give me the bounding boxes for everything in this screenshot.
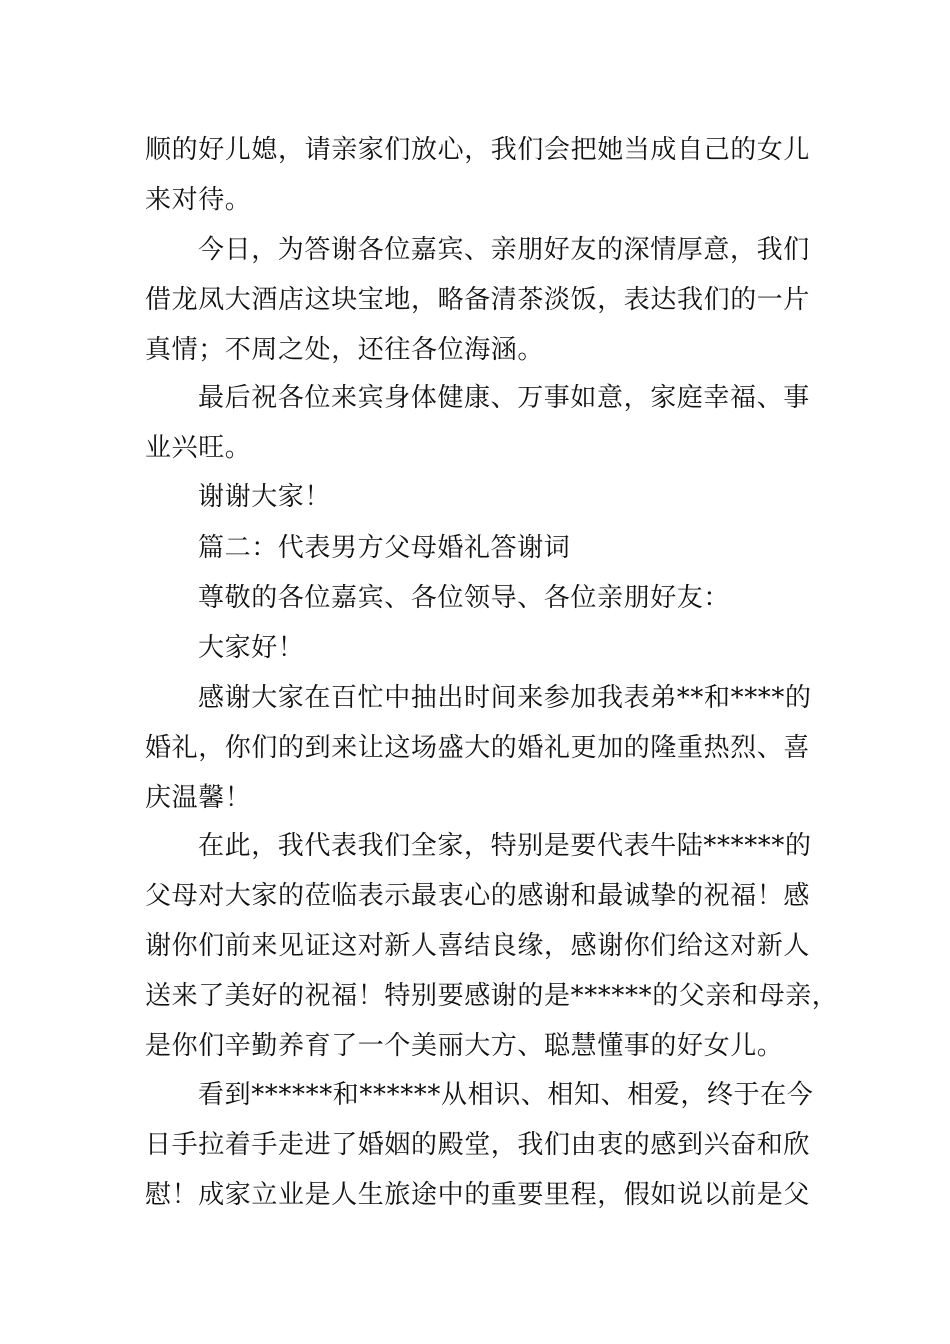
paragraph-start-line: 最后祝各位来宾身体健康、万事如意，家庭幸福、事 (198, 383, 810, 413)
text-line: 真情；不周之处，还往各位海涵。 (145, 335, 545, 365)
section-heading: 篇二：代表男方父母婚礼答谢词 (198, 533, 571, 563)
text-line: 日手拉着手走进了婚姻的殿堂，我们由衷的感到兴奋和欣 (145, 1130, 811, 1160)
text-line: 慰！成家立业是人生旅途中的重要里程，假如说以前是父 (145, 1180, 811, 1210)
thanks-line: 谢谢大家！ (198, 482, 332, 512)
salutation-line: 尊敬的各位嘉宾、各位领导、各位亲朋好友： (198, 583, 731, 613)
text-line: 借龙凤大酒店这块宝地，略备清茶淡饭，表达我们的一片 (145, 285, 811, 315)
text-line: 父母对大家的莅临表示最衷心的感谢和最诚挚的祝福！感 (145, 881, 811, 911)
text-line: 顺的好儿媳，请亲家们放心，我们会把她当成自己的女儿 (145, 135, 811, 165)
text-line: 送来了美好的祝福！特别要感谢的是******的父亲和母亲， (145, 981, 839, 1011)
text-line: 谢你们前来见证这对新人喜结良缘，感谢你们给这对新人 (145, 931, 811, 961)
paragraph-start-line: 在此，我代表我们全家，特别是要代表牛陆******的 (198, 831, 812, 861)
paragraph-start-line: 今日，为答谢各位嘉宾、亲朋好友的深情厚意，我们 (198, 235, 810, 265)
text-line: 业兴旺。 (145, 433, 252, 463)
paragraph-start-line: 看到******和******从相识、相知、相爱，终于在今 (198, 1080, 814, 1110)
paragraph-start-line: 感谢大家在百忙中抽出时间来参加我表弟**和****的 (198, 683, 812, 713)
text-line: 庆温馨！ (145, 783, 252, 813)
greeting-line: 大家好！ (198, 633, 305, 663)
text-line: 来对待。 (145, 185, 252, 215)
text-line: 是你们辛勤养育了一个美丽大方、聪慧懂事的好女儿。 (145, 1031, 784, 1061)
text-line: 婚礼，你们的到来让这场盛大的婚礼更加的隆重热烈、喜 (145, 733, 811, 763)
